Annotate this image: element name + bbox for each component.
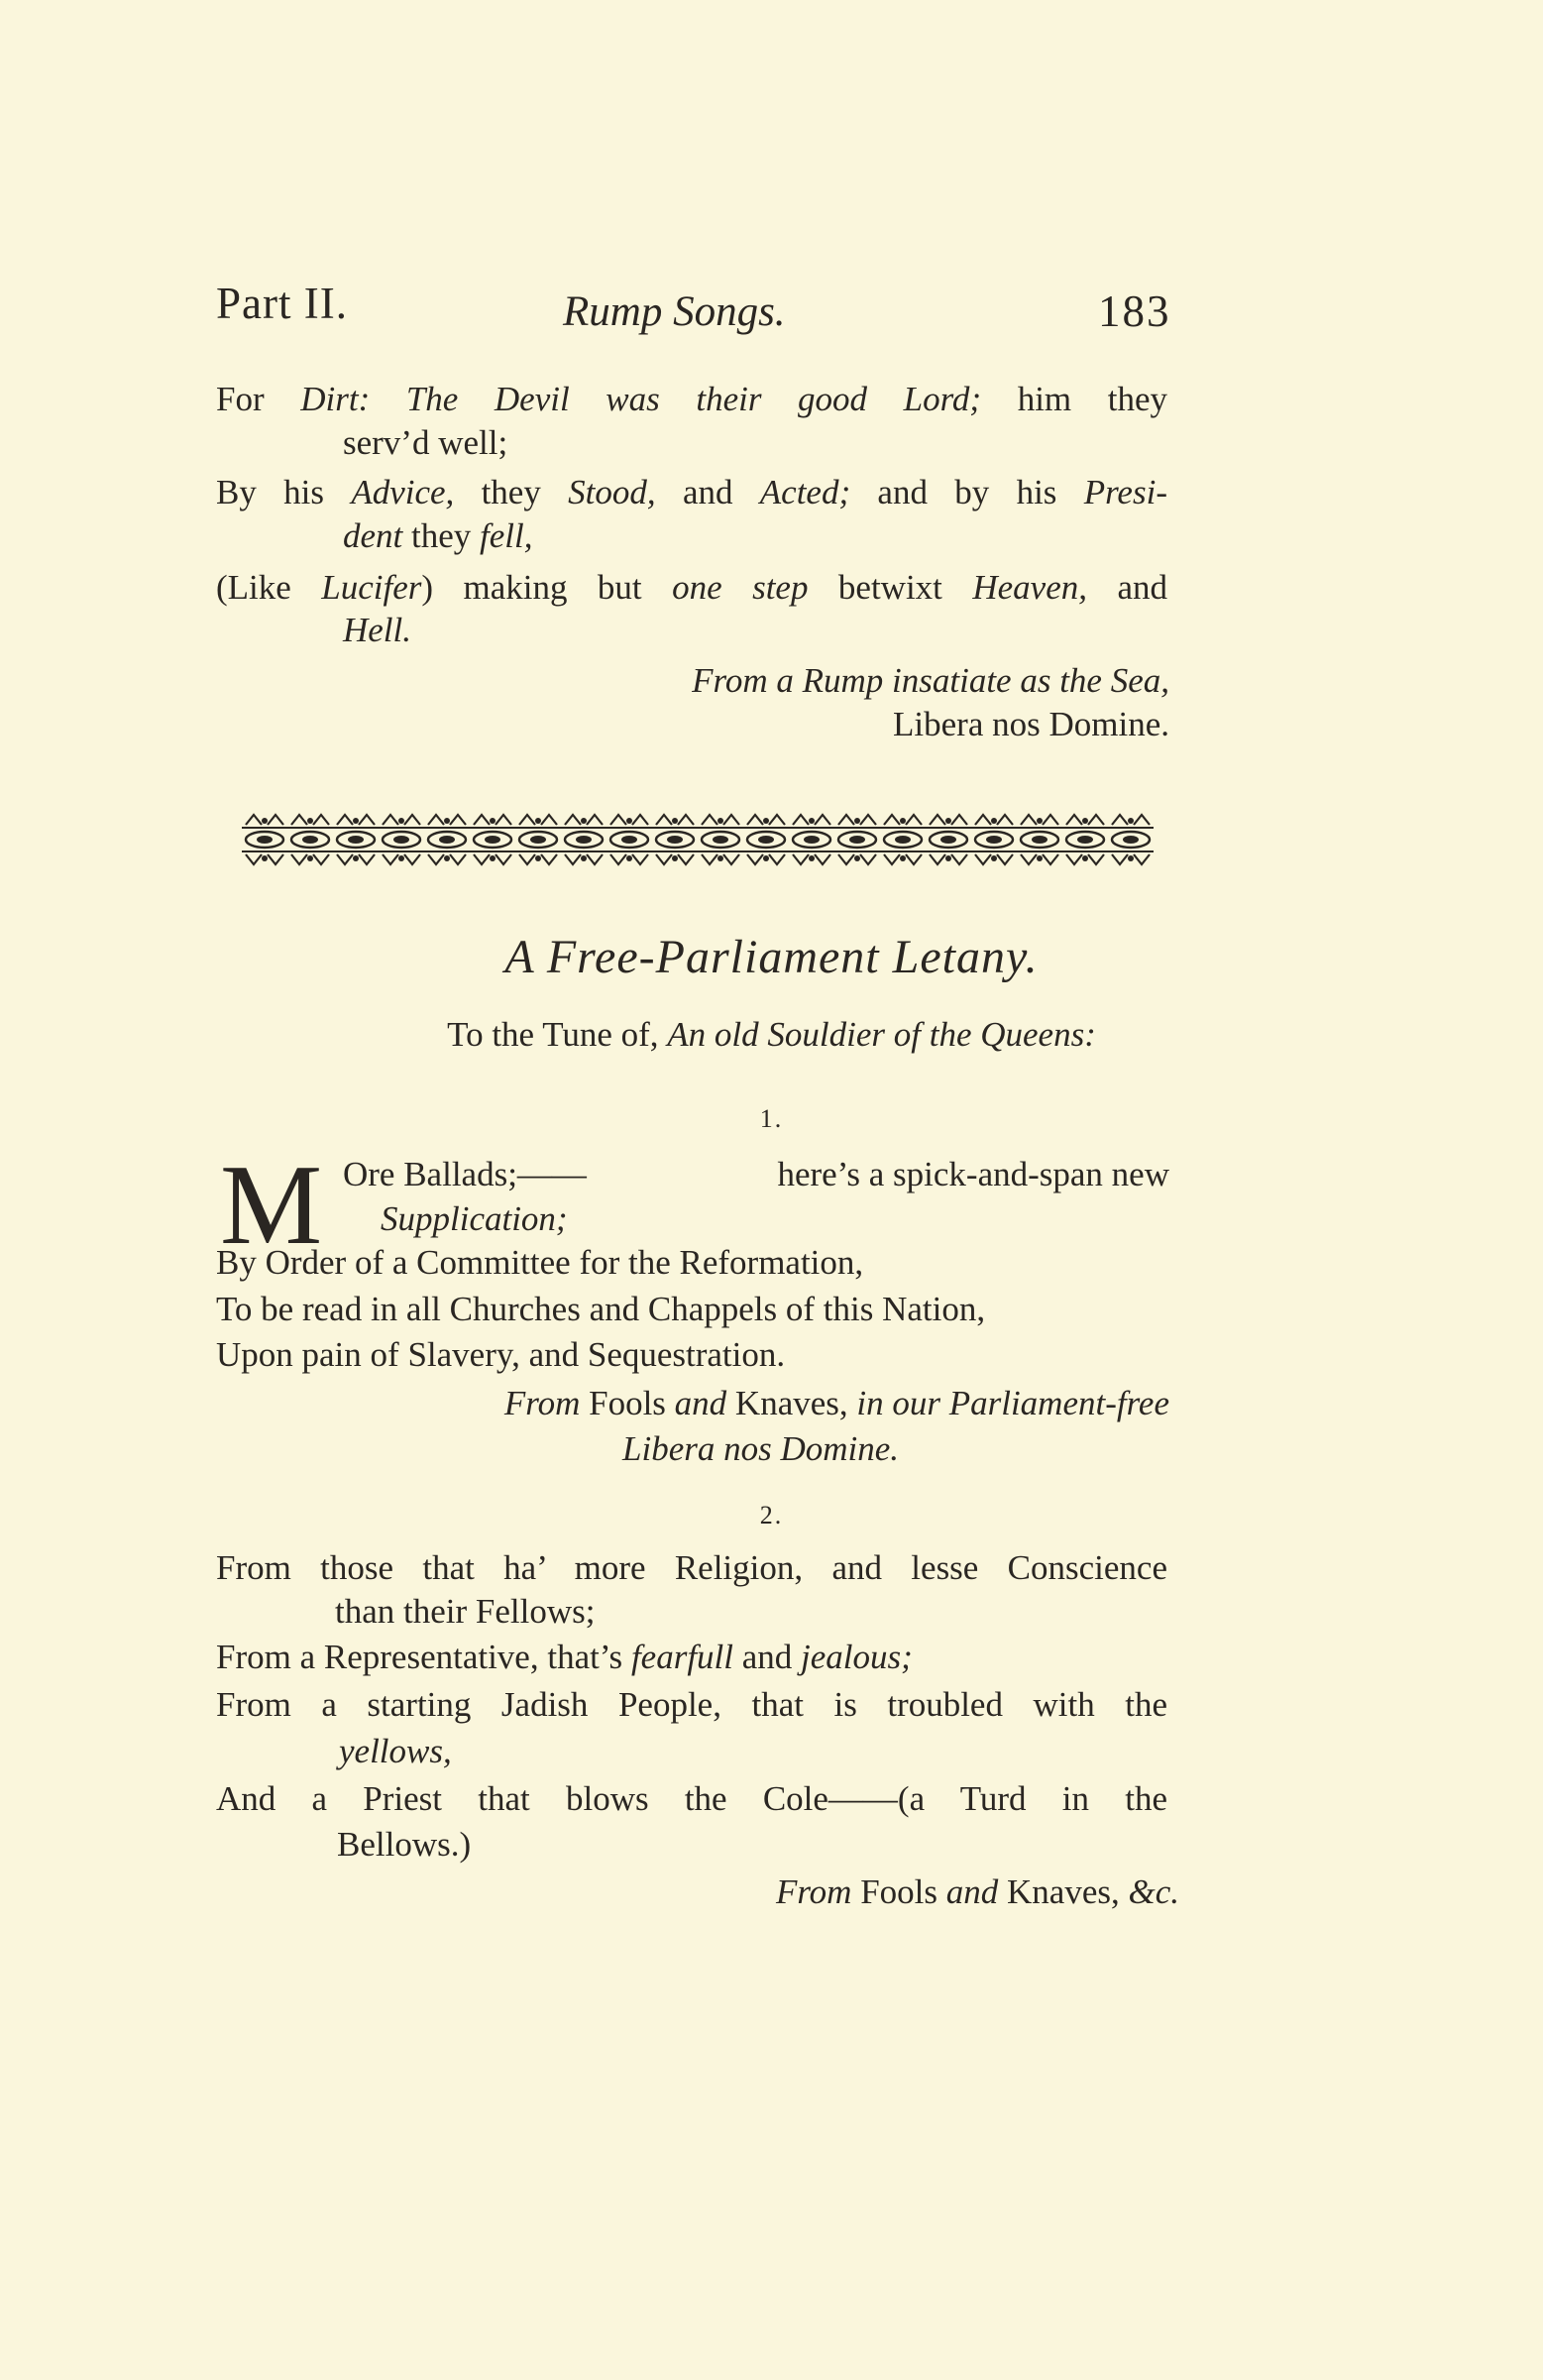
- header-title: Rump Songs.: [563, 288, 786, 335]
- song-tune: To the Tune of, An old Souldier of the Queens:: [447, 1015, 1096, 1054]
- text-line: Ore Ballads;——: [343, 1155, 587, 1193]
- drop-capital: M: [220, 1142, 323, 1269]
- song-title: A Free-Parliament Letany.: [504, 931, 1039, 983]
- text-line: Bellows.): [337, 1825, 472, 1864]
- text-line: By Order of a Committee for the Reformation,: [216, 1243, 864, 1282]
- verse-number: 1.: [759, 1104, 784, 1133]
- text-line: Hell.: [343, 611, 412, 649]
- refrain-line: From Fools and Knaves, &c.: [775, 1872, 1179, 1911]
- text-line: than their Fellows;: [335, 1592, 596, 1631]
- refrain-line: Libera nos Domine.: [622, 1429, 900, 1468]
- refrain-line: Libera nos Domine.: [893, 705, 1169, 743]
- text-line: Upon pain of Slavery, and Sequestration.: [216, 1335, 786, 1374]
- text-line: From a Representative, that’s fearfull and jealous;: [216, 1638, 913, 1676]
- text-line: here’s a spick-and-span new: [777, 1155, 1169, 1193]
- page-number: 183: [1098, 286, 1171, 336]
- verse-number: 2.: [759, 1501, 784, 1530]
- text-line: yellows,: [339, 1732, 452, 1770]
- header-part: Part II.: [216, 279, 348, 328]
- text-line: serv’d well;: [343, 423, 508, 462]
- text-line: To be read in all Churches and Chappels of this Nation,: [216, 1290, 986, 1328]
- text-line: dent they fell,: [343, 516, 533, 555]
- text-line: And a Priest that blows the Cole——(a Turd in the: [216, 1779, 1167, 1818]
- text-line: By his Advice, they Stood, and Acted; and by his Presi-: [216, 473, 1167, 511]
- text-line: For Dirt: The Devil was their good Lord; him they: [216, 380, 1167, 418]
- text-line: From a starting Jadish People, that is troubled with the: [216, 1685, 1167, 1724]
- text-line: Supplication;: [381, 1199, 568, 1238]
- refrain-line: From a Rump insatiate as the Sea,: [692, 661, 1169, 700]
- ornament-divider-icon: [242, 811, 1154, 868]
- text-line: From those that ha’ more Religion, and lesse Conscience: [216, 1548, 1167, 1587]
- refrain-line: From Fools and Knaves, in our Parliament-free: [503, 1384, 1169, 1422]
- text-line: (Like Lucifer) making but one step betwixt Heaven, and: [216, 568, 1167, 607]
